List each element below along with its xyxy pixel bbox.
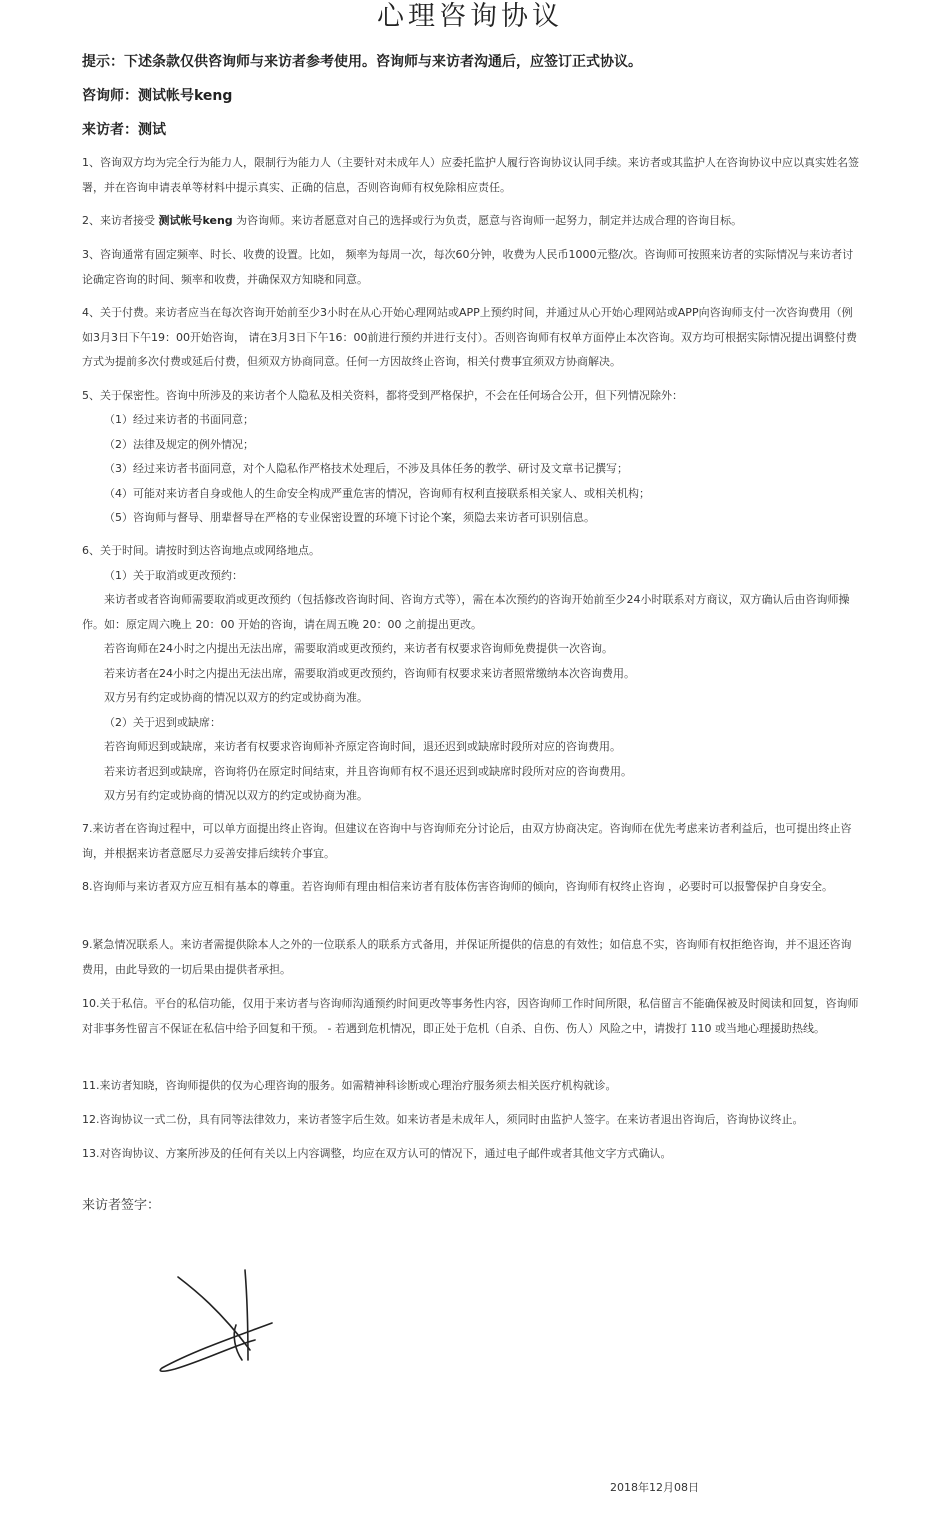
clause-2-pre: 2、来访者接受 — [82, 214, 159, 227]
date: 2018年12月08日 — [610, 1481, 699, 1494]
clause-6-sub-1-line: 若咨询师在24小时之内提出无法出席，需要取消或更改预约，来访者有权要求咨询师免费提供一次咨询。 — [104, 642, 613, 655]
notice: 提示：下述条款仅供咨询师与来访者参考使用。咨询师与来访者沟通后，应签订正式协议。 — [82, 54, 642, 70]
clause-5-item: （5）咨询师与督导、朋辈督导在严格的专业保密设置的环境下讨论个案，须隐去来访者可识别信息。 — [104, 511, 595, 524]
signature-drawing — [150, 1265, 290, 1385]
clause-5-item: （4）可能对来访者自身或他人的生命安全构成严重危害的情况，咨询师有权利直接联系相关家人、或相关机构； — [104, 487, 650, 500]
clause-6-sub-1-line: 双方另有约定或协商的情况以双方的约定或协商为准。 — [104, 691, 368, 704]
clause-2 — [82, 209, 862, 234]
visitor-line: 来访者：测试 — [82, 122, 166, 138]
clause-6-sub-1: （1）关于取消或更改预约： — [104, 569, 243, 582]
clause-13: 13.对咨询协议、方案所涉及的任何有关以上内容调整，均应在双方认可的情况下，通过电子邮件或者其他文字方式确认。 — [82, 1147, 672, 1160]
clause-9: 9.紧急情况联系人。来访者需提供除本人之外的一位联系人的联系方式备用，并保证所提供的信息的有效性；如信息不实，咨询师有权拒绝咨询，并不退还咨询费用，由此导致的一切后果由提供者承担。 — [82, 938, 852, 976]
clause-3: 3、咨询通常有固定频率、时长、收费的设置。比如， 频率为每周一次，每次60分钟，收费为人民币1000元整/次。咨询师可按照来访者的实际情况与来访者讨论确定咨询的时间、频率和收费，并确保双方知晓和同意。 — [82, 248, 854, 286]
clause-6-sub-2-line: 双方另有约定或协商的情况以双方的约定或协商为准。 — [104, 789, 368, 802]
counselor-line: 咨询师：测试帐号keng — [82, 88, 233, 104]
clause-10: 10.关于私信。平台的私信功能，仅用于来访者与咨询师沟通预约时间更改等事务性内容，因咨询师工作时间所限，私信留言不能确保被及时阅读和回复，咨询师对非事务性留言不保证在私信中给予回复和干预。 - 若遇到危机情况，即正处于危机（自杀、自伤、伤人）风险之中，请拨打 110 或当地心理援助热线。 — [82, 997, 859, 1035]
clause-6-sub-2-line: 若咨询师迟到或缺席，来访者有权要求咨询师补齐原定咨询时间，退还迟到或缺席时段所对应的咨询费用。 — [104, 740, 621, 753]
clause-1: 1、咨询双方均为完全行为能力人，限制行为能力人（主要针对未成年人）应委托监护人履行咨询协议认同手续。来访者或其监护人在咨询协议中应以真实姓名签署，并在咨询申请表单等材料中提示真实、正确的信息，否则咨询师有权免除相应责任。 — [82, 156, 859, 194]
clause-8: 8.咨询师与来访者双方应互相有基本的尊重。若咨询师有理由相信来访者有肢体伤害咨询师的倾向，咨询师有权终止咨询 ，必要时可以报警保护自身安全。 — [82, 880, 833, 893]
clause-6-sub-2-line: 若来访者迟到或缺席，咨询将仍在原定时间结束，并且咨询师有权不退还迟到或缺席时段所对应的咨询费用。 — [104, 765, 632, 778]
clause-7: 7.来访者在咨询过程中，可以单方面提出终止咨询。但建议在咨询中与咨询师充分讨论后，由双方协商决定。咨询师在优先考虑来访者利益后，也可提出终止咨询，并根据来访者意愿尽力妥善安排后续转介事宜。 — [82, 822, 852, 860]
clause-12: 12.咨询协议一式二份，具有同等法律效力，来访者签字后生效。如来访者是未成年人，须同时由监护人签字。在来访者退出咨询后，咨询协议终止。 — [82, 1113, 804, 1126]
clause-11: 11.来访者知晓，咨询师提供的仅为心理咨询的服务。如需精神科诊断或心理治疗服务须去相关医疗机构就诊。 — [82, 1079, 617, 1092]
clause-5-item: （3）经过来访者书面同意，对个人隐私作严格技术处理后，不涉及具体任务的教学、研讨及文章书记撰写； — [104, 462, 628, 475]
clause-6-sub-1-text: 来访者或者咨询师需要取消或更改预约（包括修改咨询时间、咨询方式等），需在本次预约的咨询开始前至少24小时联系对方商议，双方确认后由咨询师操作。如：原定周六晚上 20：00 开始的咨询，请在周五晚 20：00 之前提出更改。 — [82, 593, 850, 631]
clause-5-item: （1）经过来访者的书面同意； — [104, 413, 254, 426]
signature-label: 来访者签字： — [82, 1198, 161, 1213]
clause-4: 4、关于付费。来访者应当在每次咨询开始前至少3小时在从心开始心理网站或APP上预约时间，并通过从心开始心理网站或APP向咨询师支付一次咨询费用（例如3月3日下午19：00开始咨询， 请在3月3日下午16：00前进行预约并进行支付）。否则咨询师有权单方面停止本次咨询。双方均可根据实际情况提出调整付费方式为提前多次付费或延后付费，但须双方协商同意。任何一方因故终止咨询，相关付费事宜须双方协商解决。 — [82, 306, 857, 368]
counselor-name: 测试帐号keng — [158, 214, 233, 227]
page-title: 心理咨询协议 — [377, 1, 563, 32]
clause-6-sub-2: （2）关于迟到或缺席： — [104, 716, 221, 729]
clause-2-post: 为咨询师。来访者愿意对自己的选择或行为负责，愿意与咨询师一起努力，制定并达成合理的咨询目标。 — [232, 214, 743, 227]
clause-6: 6、关于时间。请按时到达咨询地点或网络地点。 — [82, 544, 320, 557]
clause-5: 5、关于保密性。咨询中所涉及的来访者个人隐私及相关资料，都将受到严格保护，不会在任何场合公开，但下列情况除外： — [82, 389, 683, 402]
clause-6-sub-1-line: 若来访者在24小时之内提出无法出席，需要取消或更改预约，咨询师有权要求来访者照常缴纳本次咨询费用。 — [104, 667, 635, 680]
clause-5-item: （2）法律及规定的例外情况； — [104, 438, 254, 451]
